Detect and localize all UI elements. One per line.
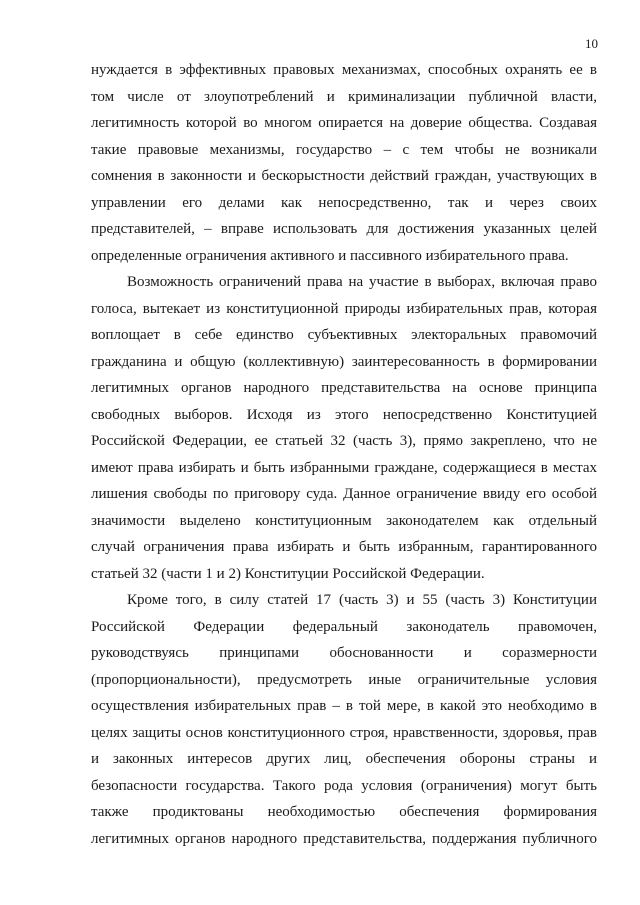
text-line: также продиктованы необходимостью обеспечения формирования xyxy=(91,804,597,820)
text-line: воплощает в себе единство субъективных электоральных правомочий xyxy=(91,327,597,343)
text-line: легитимных органов народного представительства, поддержания публичного xyxy=(91,830,597,847)
paragraph-1 xyxy=(91,57,597,269)
document-body xyxy=(91,57,597,852)
text-line: нуждается в эффективных правовых механизмах, способных охранять ее в xyxy=(91,62,597,78)
text-line: осуществления избирательных прав – в той мере, в какой это необходимо в xyxy=(91,698,597,714)
text-line: Кроме того, в силу статей 17 (часть 3) и 55 (часть 3) Конституции xyxy=(127,592,597,608)
text-line: гражданина и общую (коллективную) заинтересованность в формировании xyxy=(91,353,597,370)
text-line: сомнения в законности и бескорыстности действий граждан, участвующих в xyxy=(91,168,597,184)
text-line: такие правовые механизмы, государство – с тем чтобы не возникали xyxy=(91,141,597,158)
text-line: значимости выделено конституционным законодателем как отдельный xyxy=(91,512,597,529)
text-line: легитимных органов народного представительства на основе принципа xyxy=(91,380,597,396)
text-line: случай ограничения права избирать и быть избранным, гарантированного xyxy=(91,539,597,555)
text-line: статьей 32 (части 1 и 2) Конституции Российской Федерации. xyxy=(91,565,485,582)
text-line: лишения свободы по приговору суда. Данное ограничение ввиду его особой xyxy=(91,486,597,502)
text-line: Возможность ограничений права на участие в выборах, включая право xyxy=(127,274,597,290)
text-line: представителей, – вправе использовать для достижения указанных целей xyxy=(91,221,597,237)
text-line: и законных интересов других лиц, обеспечения обороны страны и xyxy=(91,751,597,767)
paragraph-3 xyxy=(91,587,597,852)
text-line: целях защиты основ конституционного строя, нравственности, здоровья, прав xyxy=(91,724,597,741)
text-line: управлении его делами как непосредственно, так и через своих xyxy=(91,194,597,211)
text-line: (пропорциональности), предусмотреть иные ограничительные условия xyxy=(91,671,597,688)
text-line: определенные ограничения активного и пассивного избирательного права. xyxy=(91,247,569,264)
paragraph-2 xyxy=(91,269,597,587)
page-number: 10 xyxy=(585,36,598,51)
text-line: свободных выборов. Исходя из этого непосредственно Конституцией xyxy=(91,406,597,423)
text-line: голоса, вытекает из конституционной природы избирательных прав, которая xyxy=(91,300,597,317)
text-line: Российской Федерации, ее статьей 32 (часть 3), прямо закреплено, что не xyxy=(91,433,597,449)
text-line: легитимность которой во многом опирается на доверие общества. Создавая xyxy=(91,115,597,131)
text-line: руководствуясь принципами обоснованности и соразмерности xyxy=(91,645,597,661)
text-line: безопасности государства. Такого рода условия (ограничения) могут быть xyxy=(91,777,597,794)
text-line: том числе от злоупотреблений и криминализации публичной власти, xyxy=(91,88,597,105)
text-line: Российской Федерации федеральный законодатель правомочен, xyxy=(91,618,597,635)
text-line: имеют права избирать и быть избранными граждане, содержащиеся в местах xyxy=(91,459,597,476)
